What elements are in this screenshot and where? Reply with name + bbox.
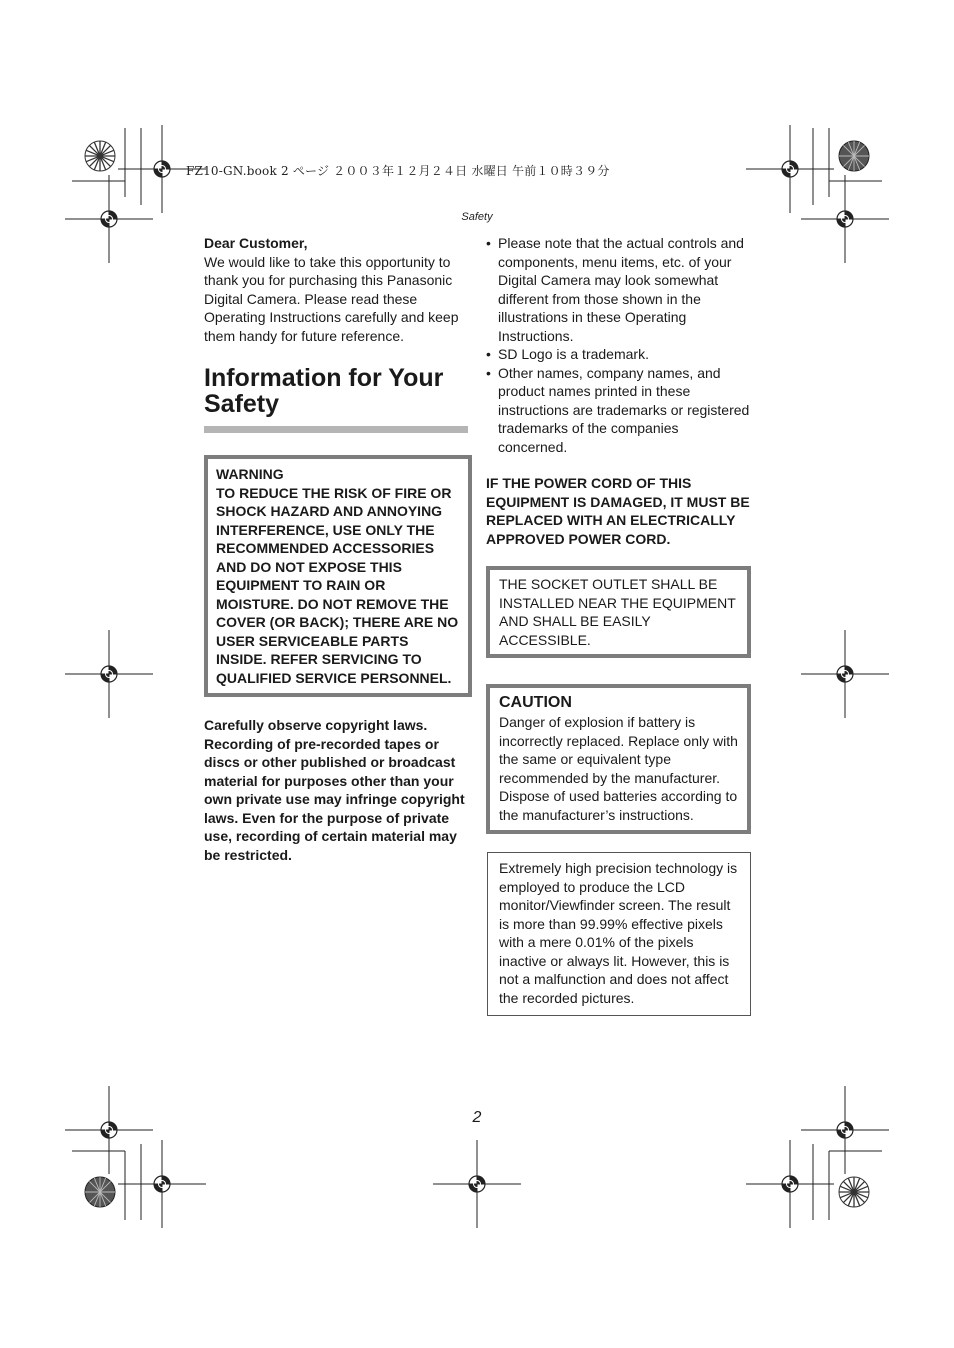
notes-list <box>486 234 750 456</box>
caution-box <box>486 684 751 834</box>
warning-box <box>204 455 472 697</box>
intro-paragraph: We would like to take this opportunity to thank you for purchasing this Panasonic Digital Camera. Please read these Operating Instructions carefully and keep them handy for future reference. <box>204 253 459 344</box>
copyright-notice: Carefully observe copyright laws. Recording of pre-recorded tapes or discs or other published or broadcast material for purposes other than your own private use may infringe copyright laws. Even for the purpose of private use, recording of certain material may be restricted. <box>204 717 465 863</box>
caution-text: Danger of explosion if battery is incorrectly replaced. Replace only with the same or equivalent type recommended by the manufacturer. Dispose of used batteries according to the manufacturer’s instructions. <box>499 714 738 823</box>
section-title <box>204 365 468 417</box>
lcd-notice-box: Extremely high precision technology is employed to produce the LCD monitor/Viewfinder screen. The result is more than 99.99% effective pixels with a mere 0.01% of the pixels inactive or always lit. However, this is not a malfunction and does not affect the recorded pictures. <box>487 852 751 1016</box>
list-item: • Other names, company names, and product names printed in these instructions are trademarks or registered trademarks of the companies concerned. <box>486 364 750 457</box>
left-column <box>204 234 468 864</box>
print-header: FZ10-GN.book 2 ページ ２００３年１２月２４日 水曜日 午前１０時３９分 <box>186 164 610 178</box>
power-cord-notice: IF THE POWER CORD OF THIS EQUIPMENT IS DAMAGED, IT MUST BE REPLACED WITH AN ELECTRICALLY APPROVED POWER CORD. <box>486 475 750 547</box>
caution-title: CAUTION <box>499 694 572 711</box>
socket-outlet-box: THE SOCKET OUTLET SHALL BE INSTALLED NEAR THE EQUIPMENT AND SHALL BE EASILY ACCESSIBLE. <box>486 566 751 658</box>
page-number: 2 <box>472 1109 482 1126</box>
warning-heading: WARNING <box>216 466 284 482</box>
warning-text: TO REDUCE THE RISK OF FIRE OR SHOCK HAZARD AND ANNOYING INTERFERENCE, USE ONLY THE RECOMMENDED ACCESSORIES AND DO NOT EXPOSE THIS EQUIPMENT TO RAIN OR MOISTURE. DO NOT REMOVE THE COVER (OR BACK); THERE ARE NO USER SERVICEABLE PARTS INSIDE. REFER SERVICING TO QUALIFIED SERVICE PERSONNEL. <box>216 484 459 686</box>
right-column <box>486 234 750 1016</box>
section-title-line-1: Information for Your <box>204 364 444 392</box>
section-title-line-2: Safety <box>204 390 280 418</box>
list-item: • Please note that the actual controls and components, menu items, etc. of your Digital Camera may look somewhat different from those shown in the illustrations in these Operating Instructions. <box>486 234 750 345</box>
list-item: • SD Logo is a trademark. <box>486 345 750 364</box>
greeting: Dear Customer, <box>204 235 308 251</box>
running-head: Safety <box>461 211 493 223</box>
title-rule <box>204 426 468 433</box>
